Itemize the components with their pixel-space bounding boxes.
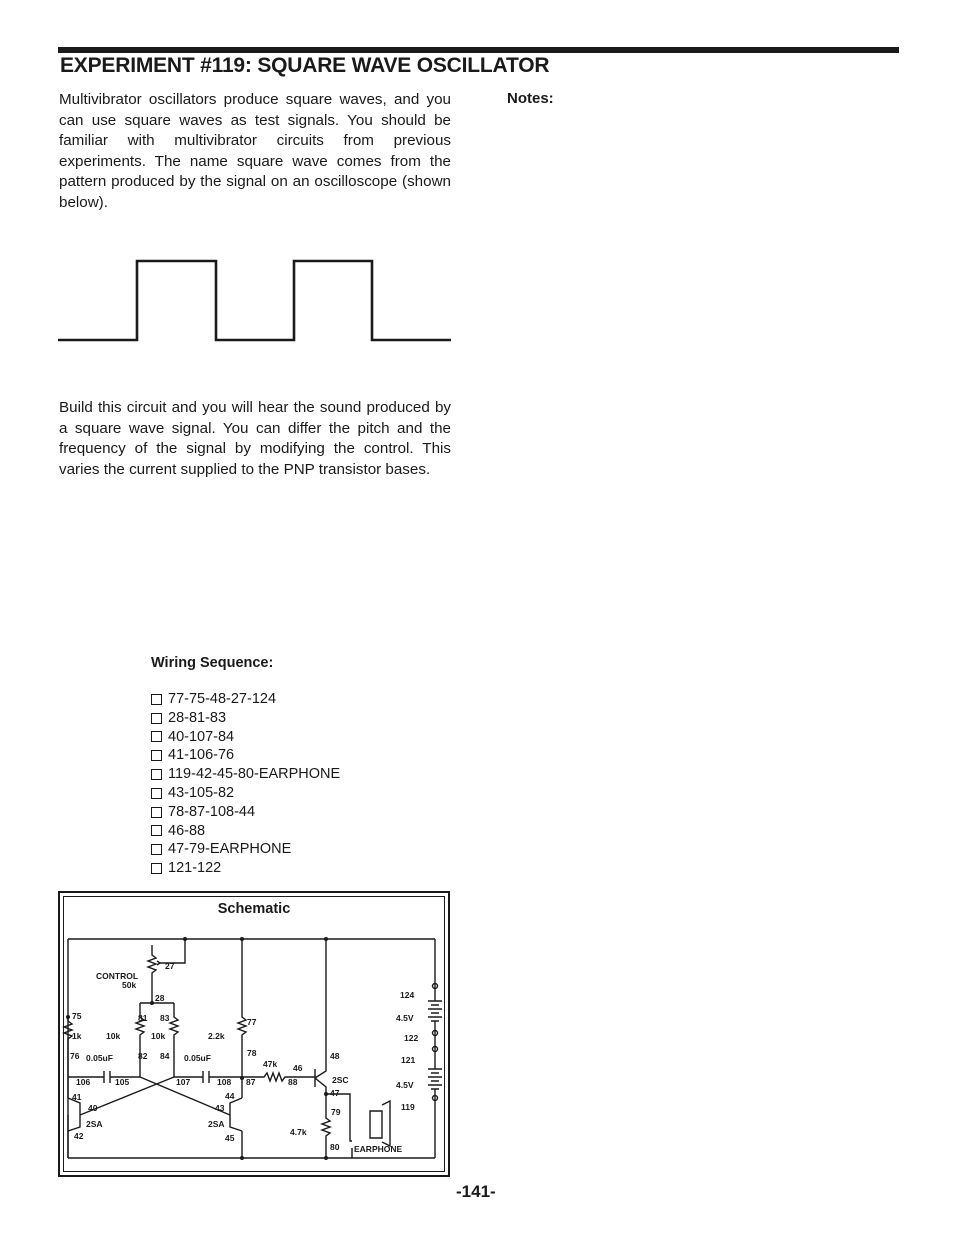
- svg-text:77: 77: [247, 1017, 257, 1027]
- control-label: CONTROL: [96, 971, 139, 981]
- svg-text:47k: 47k: [263, 1059, 278, 1069]
- svg-text:76: 76: [70, 1051, 80, 1061]
- svg-text:83: 83: [160, 1013, 170, 1023]
- checkbox-icon[interactable]: [151, 750, 162, 761]
- svg-text:41: 41: [72, 1092, 82, 1102]
- control-value: 50k: [122, 980, 137, 990]
- checkbox-icon[interactable]: [151, 788, 162, 799]
- wiring-step: 43-105-82: [151, 784, 340, 803]
- wiring-list: [151, 690, 340, 878]
- checkbox-icon[interactable]: [151, 769, 162, 780]
- svg-text:88: 88: [288, 1077, 298, 1087]
- square-wave-diagram: [58, 255, 452, 345]
- page-number: -141-: [456, 1182, 496, 1201]
- wiring-step: 41-106-76: [151, 746, 340, 765]
- schematic-title: Schematic: [217, 901, 291, 917]
- svg-text:43: 43: [215, 1103, 225, 1113]
- svg-text:121: 121: [401, 1055, 416, 1065]
- checkbox-icon[interactable]: [151, 807, 162, 818]
- svg-text:4.7k: 4.7k: [290, 1127, 307, 1137]
- svg-text:10k: 10k: [106, 1031, 121, 1041]
- checkbox-icon[interactable]: [151, 844, 162, 855]
- header-rule: [58, 47, 899, 53]
- svg-text:122: 122: [404, 1033, 419, 1043]
- svg-text:1k: 1k: [72, 1031, 82, 1041]
- page-title: EXPERIMENT #119: SQUARE WAVE OSCILLATOR: [60, 54, 550, 77]
- svg-text:81: 81: [138, 1013, 148, 1023]
- svg-text:28: 28: [155, 993, 165, 1003]
- svg-text:75: 75: [72, 1011, 82, 1021]
- svg-text:105: 105: [115, 1077, 130, 1087]
- svg-text:4.5V: 4.5V: [396, 1080, 414, 1090]
- svg-text:46: 46: [293, 1063, 303, 1073]
- wiring-step: 28-81-83: [151, 709, 340, 728]
- wiring-step: 78-87-108-44: [151, 803, 340, 822]
- svg-text:27: 27: [165, 961, 175, 971]
- wiring-step: 47-79-EARPHONE: [151, 840, 340, 859]
- checkbox-icon[interactable]: [151, 731, 162, 742]
- schematic-box: [58, 891, 450, 1177]
- earphone-label: EARPHONE: [354, 1144, 403, 1154]
- svg-text:106: 106: [76, 1077, 91, 1087]
- svg-text:108: 108: [217, 1077, 232, 1087]
- svg-text:79: 79: [331, 1107, 341, 1117]
- wiring-step: 77-75-48-27-124: [151, 690, 340, 709]
- svg-text:2SC: 2SC: [332, 1075, 349, 1085]
- svg-text:82: 82: [138, 1051, 148, 1061]
- checkbox-icon[interactable]: [151, 825, 162, 836]
- svg-text:4.5V: 4.5V: [396, 1013, 414, 1023]
- svg-text:10k: 10k: [151, 1031, 166, 1041]
- svg-text:0.05uF: 0.05uF: [184, 1053, 211, 1063]
- svg-text:40: 40: [88, 1103, 98, 1113]
- svg-text:2SA: 2SA: [86, 1119, 103, 1129]
- svg-text:0.05uF: 0.05uF: [86, 1053, 113, 1063]
- checkbox-icon[interactable]: [151, 694, 162, 705]
- checkbox-icon[interactable]: [151, 713, 162, 724]
- wiring-step: 40-107-84: [151, 728, 340, 747]
- wiring-sequence: [151, 655, 340, 878]
- svg-text:45: 45: [225, 1133, 235, 1143]
- svg-text:47: 47: [330, 1088, 340, 1098]
- svg-text:2.2k: 2.2k: [208, 1031, 225, 1041]
- wiring-title: Wiring Sequence:: [151, 655, 274, 671]
- svg-text:87: 87: [246, 1077, 256, 1087]
- schematic-diagram: [60, 893, 448, 1175]
- svg-text:80: 80: [330, 1142, 340, 1152]
- notes-label: Notes:: [507, 90, 554, 107]
- svg-text:78: 78: [247, 1048, 257, 1058]
- wiring-step: 119-42-45-80-EARPHONE: [151, 765, 340, 784]
- intro-paragraph: Multivibrator oscillators produce square waves, and you can use square waves as test signals. You should be familiar with multivibrator circuits from previous experiments. The name square wave comes from the pattern produced by the signal on an oscilloscope (shown below).: [59, 91, 451, 211]
- svg-text:107: 107: [176, 1077, 191, 1087]
- wiring-step: 121-122: [151, 859, 340, 878]
- wiring-step: 46-88: [151, 822, 340, 841]
- checkbox-icon[interactable]: [151, 863, 162, 874]
- build-paragraph: Build this circuit and you will hear the sound produced by a square wave signal. You can differ the pitch and the frequency of the signal by modifying the control. This varies the current supplied to the PNP transistor bases.: [59, 399, 451, 478]
- svg-text:2SA: 2SA: [208, 1119, 225, 1129]
- svg-text:84: 84: [160, 1051, 170, 1061]
- svg-text:42: 42: [74, 1131, 84, 1141]
- svg-text:119: 119: [401, 1102, 415, 1112]
- svg-text:44: 44: [225, 1091, 235, 1101]
- svg-text:124: 124: [400, 990, 415, 1000]
- svg-text:48: 48: [330, 1051, 340, 1061]
